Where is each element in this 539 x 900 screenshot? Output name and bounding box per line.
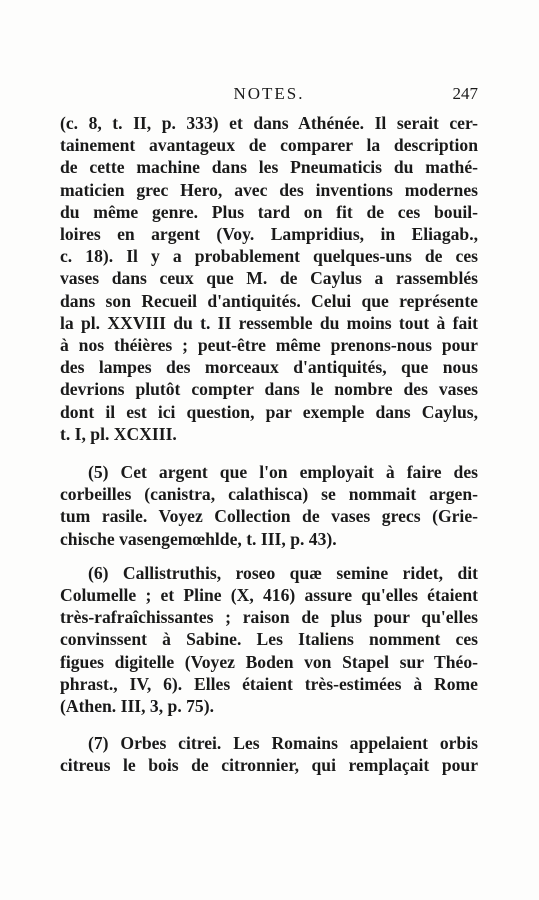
- text-line: (7) Orbes citrei. Les Romains appelaient orbis: [88, 733, 478, 754]
- page-number: 247: [452, 84, 478, 103]
- text-line: (Athen. III, 3, p. 75).: [60, 696, 214, 717]
- text-line: (6) Callistruthis, roseo quæ semine ridet, dit: [88, 562, 478, 583]
- text-line: Columelle ; et Pline (X, 416) assure qu'elles étaient: [60, 585, 478, 606]
- text-line: figues digitelle (Voyez Boden von Stapel sur Théo-: [60, 651, 478, 672]
- text-line: (5) Cet argent que l'on employait à faire des: [88, 462, 478, 483]
- text-line: corbeilles (canistra, calathisca) se nommait argen-: [60, 484, 478, 505]
- text-line: la pl. XXVIII du t. II ressemble du moins tout à fait: [60, 312, 478, 333]
- text-line: devrions plutôt compter dans le nombre des vases: [60, 379, 478, 400]
- text-line: (c. 8, t. II, p. 333) et dans Athénée. Il serait cer-: [60, 113, 478, 133]
- text-line: tainement avantageux de comparer la description: [60, 135, 478, 156]
- text-line: t. I, pl. XCXIII.: [60, 423, 177, 444]
- text-line: loires en argent (Voy. Lampridius, in Eliagab.,: [60, 224, 478, 245]
- running-title: NOTES.: [233, 84, 305, 103]
- note-5: [60, 461, 478, 550]
- notes-body: [60, 112, 478, 777]
- text-line: chische vasengemœhlde, t. III, p. 43).: [60, 528, 337, 549]
- note-6: [60, 562, 478, 717]
- text-line: très-rafraîchissantes ; raison de plus pour qu'elles: [60, 607, 478, 628]
- text-line: vases dans ceux que M. de Caylus a rassemblés: [60, 268, 478, 289]
- note-7: [60, 732, 478, 776]
- text-line: du même genre. Plus tard on fit de ces bouil-: [60, 201, 478, 222]
- running-header: [60, 84, 478, 110]
- text-line: des lampes des morceaux d'antiquités, que nous: [60, 357, 478, 378]
- text-line: dans son Recueil d'antiquités. Celui que représente: [60, 290, 478, 311]
- text-line: maticien grec Hero, avec des inventions modernes: [60, 179, 478, 200]
- text-line: de cette machine dans les Pneumaticis du mathé-: [60, 157, 478, 178]
- text-line: citreus le bois de citronnier, qui remplaçait pour: [60, 755, 478, 776]
- text-line: c. 18). Il y a probablement quelques-uns de ces: [60, 246, 478, 267]
- text-line: tum rasile. Voyez Collection de vases grecs (Grie-: [60, 506, 478, 527]
- text-line: à nos théières ; peut-être même prenons-nous pour: [60, 335, 478, 356]
- note-continuation: [60, 112, 478, 445]
- text-line: phrast., IV, 6). Elles étaient très-estimées à Rome: [60, 673, 478, 694]
- text-line: dont il est ici question, par exemple dans Caylus,: [60, 401, 478, 422]
- text-line: convinssent à Sabine. Les Italiens nomment ces: [60, 629, 478, 650]
